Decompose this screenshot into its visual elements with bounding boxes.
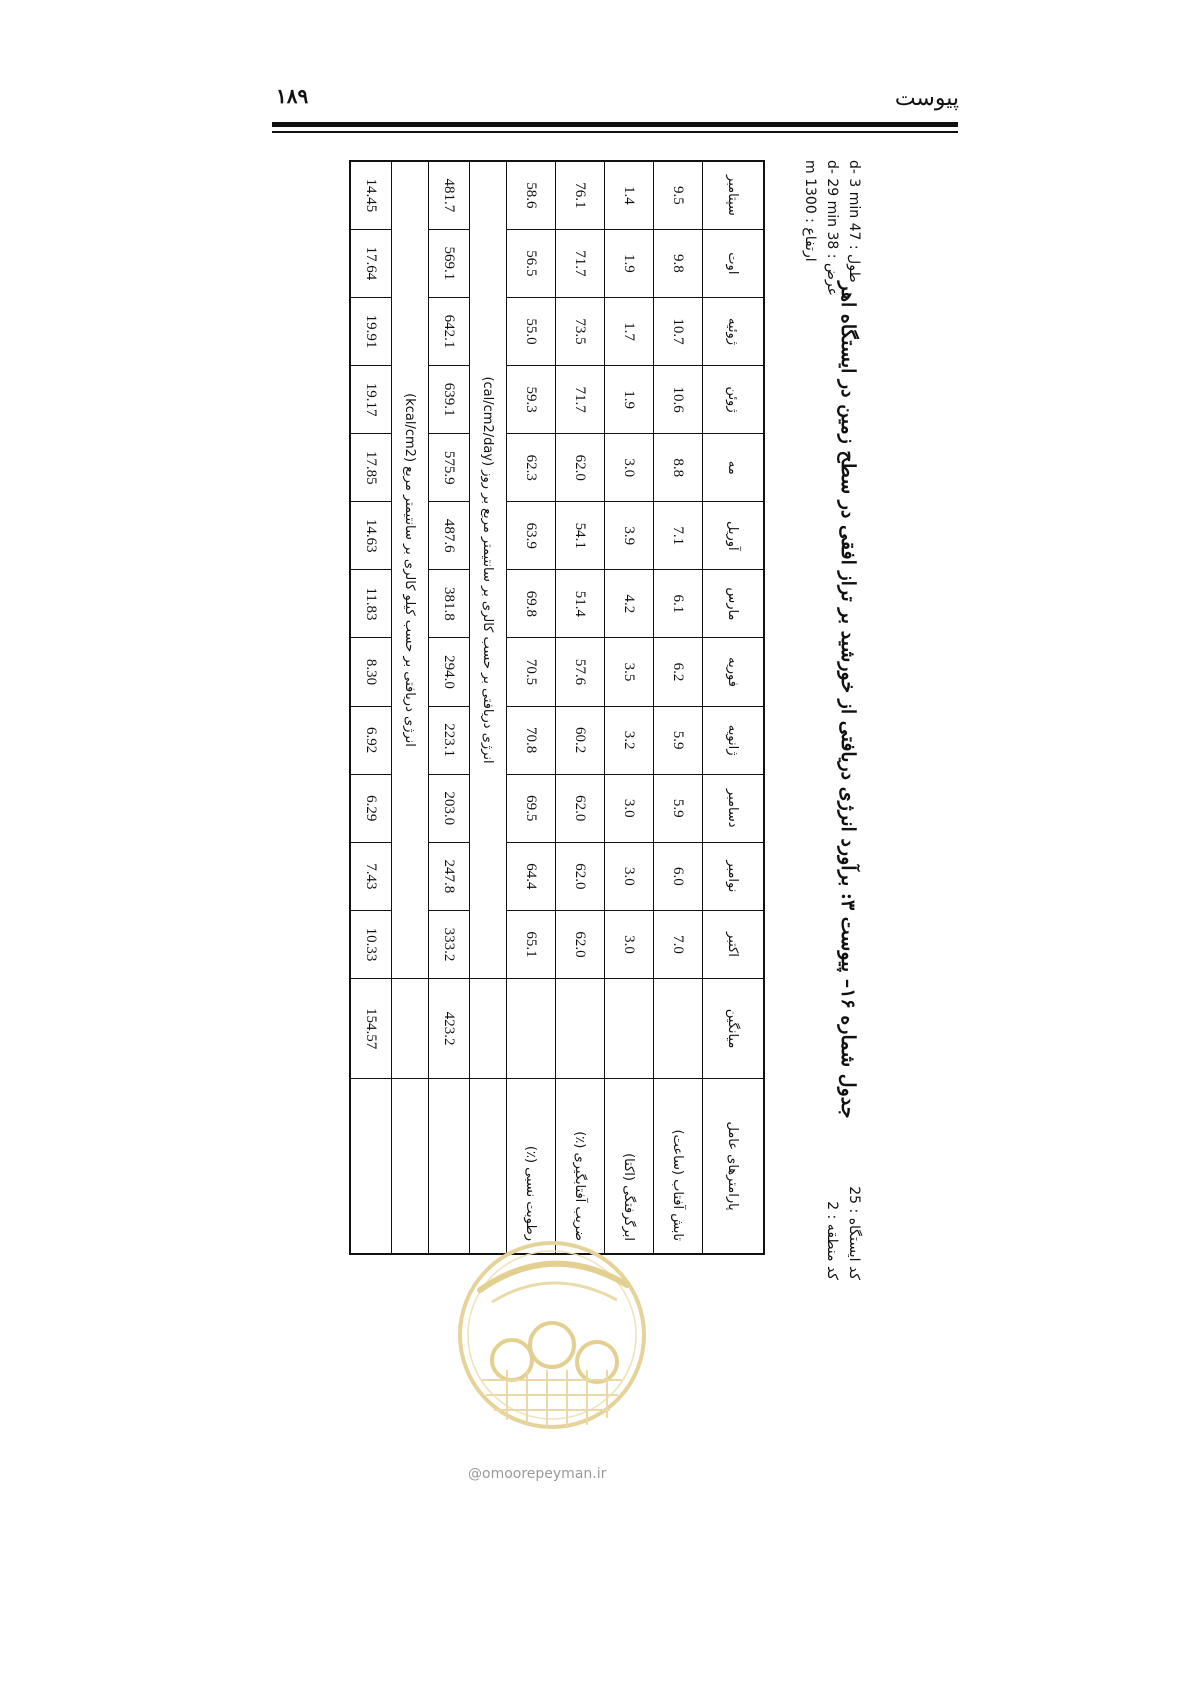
header-month: آوریل (703, 502, 765, 570)
table-cell: 247.8 (429, 842, 470, 910)
section-blank (470, 979, 507, 1079)
watermark-seal-logo (452, 1230, 652, 1440)
energy-table (349, 160, 765, 1255)
elevation: ارتفاع : 1300 m (802, 160, 818, 262)
table-cell: 569.1 (429, 229, 470, 297)
table-cell: 58.6 (507, 161, 556, 229)
table-cell: 62.3 (507, 434, 556, 502)
longitude: طول : 47 d- 3 min (846, 160, 862, 283)
table-cell: 223.1 (429, 706, 470, 774)
table-cell: 1.7 (605, 297, 654, 365)
table-cell: 5.9 (654, 774, 703, 842)
table-cell: 8.8 (654, 434, 703, 502)
table-cell: 70.5 (507, 638, 556, 706)
header-month: مارس (703, 570, 765, 638)
table-row (429, 161, 470, 1254)
header-parameter: پارامترهای عامل (703, 1079, 765, 1254)
table-cell: 62.0 (556, 774, 605, 842)
table-cell: 62.0 (556, 434, 605, 502)
table-cell: 65.1 (507, 910, 556, 978)
row-average: 423.2 (429, 979, 470, 1079)
table-cell: 381.8 (429, 570, 470, 638)
row-label (429, 1079, 470, 1254)
table-cell: 63.9 (507, 502, 556, 570)
table-cell: 3.5 (605, 638, 654, 706)
table-cell: 59.3 (507, 366, 556, 434)
section-blank (470, 1079, 507, 1254)
table-cell: 17.64 (350, 229, 392, 297)
table-cell: 7.1 (654, 502, 703, 570)
table-cell: 69.5 (507, 774, 556, 842)
row-label: رطوبت نسبی (٪) (507, 1079, 556, 1254)
table-cell: 19.91 (350, 297, 392, 365)
table-cell: 7.43 (350, 842, 392, 910)
header-month: مه (703, 434, 765, 502)
section-blank (392, 979, 429, 1079)
table-cell: 71.7 (556, 229, 605, 297)
section-heading (392, 161, 429, 979)
table-cell: 6.29 (350, 774, 392, 842)
table-cell: 642.1 (429, 297, 470, 365)
table-cell: 3.0 (605, 774, 654, 842)
table-cell: 55.0 (507, 297, 556, 365)
table-cell: 11.83 (350, 570, 392, 638)
table-cell: 487.6 (429, 502, 470, 570)
table-cell: 62.0 (556, 842, 605, 910)
header-month: سپتامبر (703, 161, 765, 229)
section-heading-text: انرژی دریافتی بر حسب کالری بر سانتیمتر مربع بر روز (cal/cm2/day) (480, 376, 496, 764)
table-cell: 1.9 (605, 366, 654, 434)
header-month: اوت (703, 229, 765, 297)
table-cell: 7.0 (654, 910, 703, 978)
table-cell: 14.63 (350, 502, 392, 570)
table-cell: 73.5 (556, 297, 605, 365)
table-cell: 203.0 (429, 774, 470, 842)
table-cell: 17.85 (350, 434, 392, 502)
table-row (605, 161, 654, 1254)
table-cell: 6.0 (654, 842, 703, 910)
station-coordinates (799, 160, 865, 350)
table-cell: 70.8 (507, 706, 556, 774)
table-cell: 3.2 (605, 706, 654, 774)
table-cell: 1.4 (605, 161, 654, 229)
table-row (507, 161, 556, 1254)
table-cell: 9.5 (654, 161, 703, 229)
table-cell: 4.2 (605, 570, 654, 638)
row-label: تابش آفتاب (ساعت) (654, 1079, 703, 1254)
table-cell: 1.9 (605, 229, 654, 297)
table-cell: 9.8 (654, 229, 703, 297)
row-average (556, 979, 605, 1079)
rotated-table-block (325, 160, 865, 1280)
table-cell: 56.5 (507, 229, 556, 297)
table-cell: 71.7 (556, 366, 605, 434)
table-cell: 69.8 (507, 570, 556, 638)
table-row (556, 161, 605, 1254)
header-month: ژوئیه (703, 297, 765, 365)
table-cell: 3.0 (605, 842, 654, 910)
header-rule-thick (272, 122, 958, 127)
table-cell: 64.4 (507, 842, 556, 910)
table-cell: 575.9 (429, 434, 470, 502)
section-title: پیوست (894, 86, 959, 111)
table-cell: 10.33 (350, 910, 392, 978)
table-cell: 57.6 (556, 638, 605, 706)
table-cell: 639.1 (429, 366, 470, 434)
section-heading-row (392, 161, 429, 1254)
table-cell: 294.0 (429, 638, 470, 706)
table-cell: 62.0 (556, 910, 605, 978)
table-cell: 8.30 (350, 638, 392, 706)
table-cell: 60.2 (556, 706, 605, 774)
table-cell: 76.1 (556, 161, 605, 229)
table-cell: 3.9 (605, 502, 654, 570)
station-code: کد ایستگاه : 25 (846, 1186, 862, 1280)
table-row (654, 161, 703, 1254)
row-average (654, 979, 703, 1079)
row-average (605, 979, 654, 1079)
station-codes (821, 1110, 865, 1280)
table-cell: 54.1 (556, 502, 605, 570)
region-code: کد منطقه : 2 (824, 1201, 840, 1280)
table-cell: 6.1 (654, 570, 703, 638)
table-cell: 19.17 (350, 366, 392, 434)
table-cell: 10.6 (654, 366, 703, 434)
table-cell: 333.2 (429, 910, 470, 978)
row-average (507, 979, 556, 1079)
row-label: ضریب آفتابگیری (٪) (556, 1079, 605, 1254)
header-month: دسامبر (703, 774, 765, 842)
section-blank (392, 1079, 429, 1254)
table-cell: 6.2 (654, 638, 703, 706)
table-cell: 3.0 (605, 910, 654, 978)
table-cell: 10.7 (654, 297, 703, 365)
watermark-url: @omoorepeyman.ir (468, 1466, 607, 1482)
table-cell: 14.45 (350, 161, 392, 229)
table-cell: 51.4 (556, 570, 605, 638)
table-cell: 6.92 (350, 706, 392, 774)
table-title: جدول شماره ۱۶– پیوست ۳: برآورد انرژی دریافتی از خورشید بر تراز افقی در سطح زمین در ایستگاه اهر (837, 281, 859, 1119)
row-average: 154.57 (350, 979, 392, 1079)
header-month: ژوئن (703, 366, 765, 434)
page-number: ۱۸۹ (276, 84, 309, 108)
latitude: عرض : 38 d- 29 min (824, 160, 840, 296)
table-row (350, 161, 392, 1254)
header-average: میانگین (703, 979, 765, 1079)
header-rule-thin (272, 131, 958, 133)
header-month: نوامبر (703, 842, 765, 910)
header-row (703, 161, 765, 1254)
section-heading-text: انرژی دریافتی بر حسب کیلو کالری بر سانتیمتر مربع (kcal/cm2) (402, 393, 418, 747)
table-cell: 3.0 (605, 434, 654, 502)
table-cell: 481.7 (429, 161, 470, 229)
section-heading-row (470, 161, 507, 1254)
section-heading (470, 161, 507, 979)
header-month: فوریه (703, 638, 765, 706)
table-cell: 5.9 (654, 706, 703, 774)
row-label (350, 1079, 392, 1254)
row-label: ابرگرفتگی (اکتا) (605, 1079, 654, 1254)
header-month: اکتبر (703, 910, 765, 978)
header-month: ژانویه (703, 706, 765, 774)
